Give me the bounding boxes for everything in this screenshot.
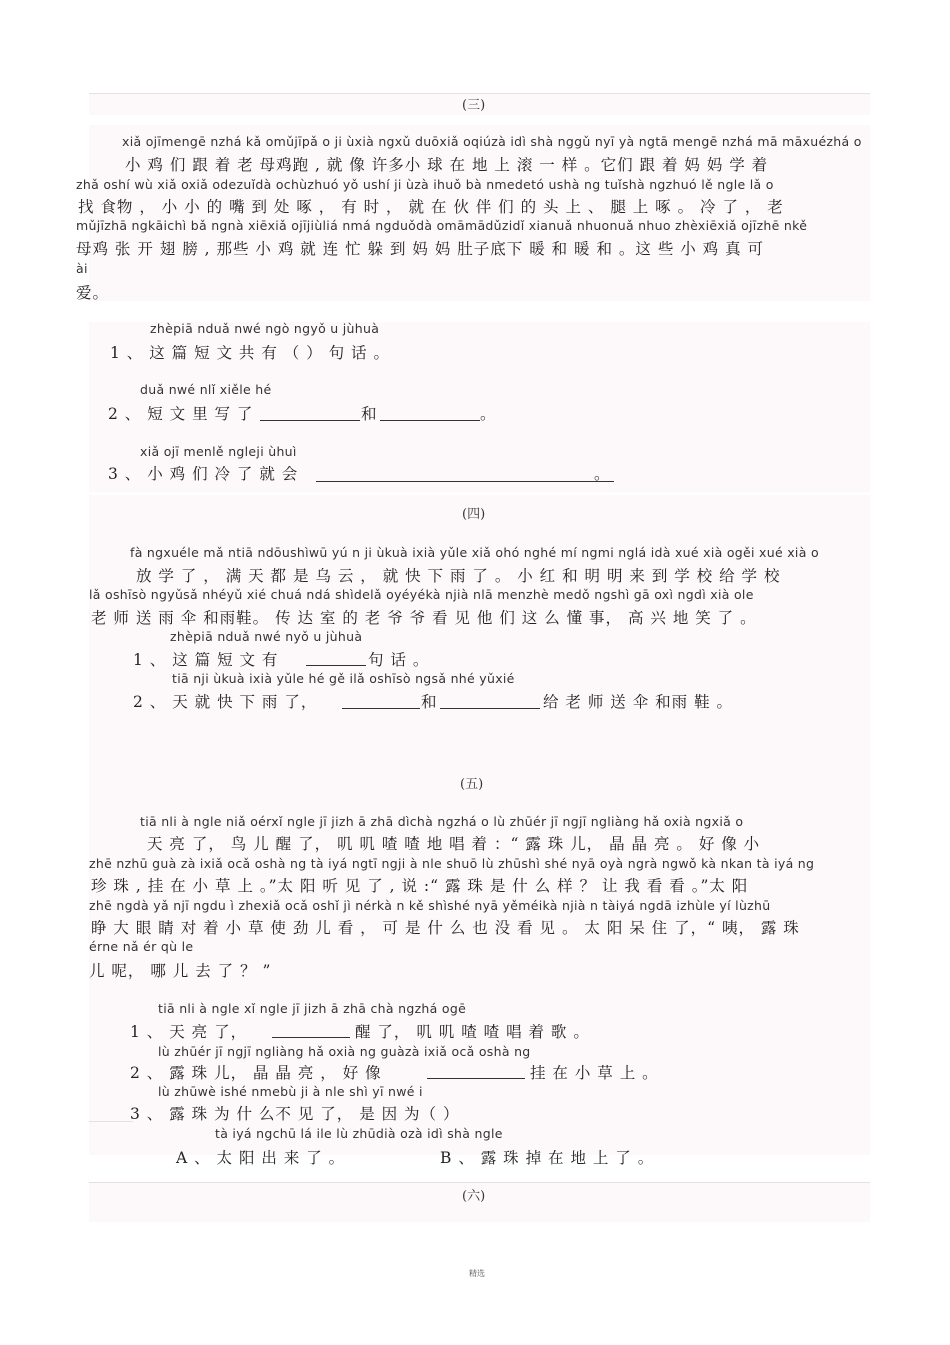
question-1-end: 句 话 。 (368, 651, 430, 669)
page-footer: 精选 (469, 1269, 485, 1278)
option-a[interactable]: A 、 太 阳 出 来 了 。 (176, 1149, 346, 1167)
option-b[interactable]: B 、 露 珠 掉 在 地 上 了 。 (440, 1149, 655, 1167)
pinyin-line: tiā nli à ngle xǐ ngle jī jizh ā zhā chà ngzhá ogē (158, 1001, 467, 1016)
answer-blank[interactable] (440, 708, 540, 709)
question-2-and: 和 (421, 693, 438, 711)
answer-blank[interactable] (427, 1078, 525, 1079)
section-6-heading: (六) (462, 1189, 486, 1204)
pinyin-line: ài (76, 261, 88, 276)
question-3: 3 、 露 珠 为 什 么不 见 了， 是 因 为（ ） (130, 1105, 460, 1123)
passage-line: 小 鸡 们 跟 着 老 母鸡跑 , 就 像 许多小 球 在 地 上 滚 一 样 。它们 跟 着 妈 妈 学 着 (125, 156, 769, 174)
passage-line: 母鸡 张 开 翅 膀 , 那些 小 鸡 就 连 忙 躲 到 妈 妈 肚子底下 暖 和 暖 和 。这 些 小 鸡 真 可 (76, 240, 765, 258)
question-2-text: 2 、 露 珠 儿， 晶 晶 亮 ， 好 像 (130, 1064, 382, 1082)
pinyin-line: lù zhūér jī ngjī ngliàng hǎ oxià ng guàzà ixiǎ ocǎ oshà ng (158, 1044, 531, 1059)
pinyin-line: mǔjīzhā ngkāichì bǎ ngnà xiēxiǎ ojījiùliá nmá ngduǒdà omāmādǔzidǐ xianuǎ nhuonuǎ nhuo zhèxiēxiǎ ojīzhē nkě (76, 218, 808, 233)
question-3-end: 。 (594, 465, 611, 483)
answer-blank[interactable] (380, 420, 480, 421)
section-5-heading: (五) (460, 777, 484, 792)
question-2-end: 。 (480, 405, 497, 423)
pinyin-line: xiǎ ojīmengē nzhá kǎ omǔjīpǎ o ji ùxià ngxǔ duōxiǎ oqiúzà idì shà nggǔ nyī yà ngtā mengē nzhá mā māxuézhá o (122, 134, 862, 149)
passage-line: 爱。 (76, 284, 110, 302)
passage-line: 天 亮 了， 鸟 儿 醒 了， 叽 叽 喳 喳 地 唱 着 ：“ 露 珠 儿， 晶 晶 亮 。 好 像 小 (147, 835, 761, 853)
answer-blank[interactable] (260, 420, 360, 421)
question-1-text: 1 、 天 亮 了， (130, 1023, 248, 1041)
answer-blank[interactable] (316, 481, 614, 482)
pinyin-line: zhē nzhū guà zà ixiǎ ocǎ oshà ng tà iyá ngtī ngji à nle shuō lù zhūshì shé nyā oyà ngrà ngwǒ kà nkan tà iyá ng (89, 856, 815, 871)
answer-blank[interactable] (272, 1037, 350, 1038)
pinyin-line: zhē ngdà yǎ njī ngdu ì zhexiǎ ocǎ oshǐ jì nérkà n kě shìshé nyā yěméikà njià n tàiyá ngdā izhùle yí lùzhū (89, 898, 771, 913)
pinyin-line: fà ngxuéle mǎ ntiā ndōushìwū yú n ji ùkuà ixià yǔle xiǎ ohó nghé mí ngmi nglá idà xué xià ogěi xué xià o (130, 545, 819, 560)
pinyin-line: lù zhūwè ishé nmebù ji à nle shì yī nwé i (158, 1084, 423, 1099)
question-2-end: 给 老 师 送 伞 和雨 鞋 。 (543, 693, 733, 711)
pinyin-line: lǎ oshīsò ngyǔsǎ nhéyǔ xié chuá ndá shìdelǎ oyéyékà njià nlā menzhè medǒ ngshì gā oxì ngdì xià ole (89, 587, 754, 602)
pinyin-line: tà iyá ngchū lá ile lù zhūdià ozà idì shà ngle (215, 1126, 503, 1141)
pinyin-line: tiā nli à ngle niǎ oérxǐ ngle jī jizh ā zhā dìchà ngzhá o lù zhūér jī ngjī ngliàng hǎ oxià ngxiǎ o (140, 814, 744, 829)
answer-blank[interactable] (342, 708, 420, 709)
divider (89, 1121, 133, 1122)
question-2-text: 2 、 天 就 快 下 雨 了， (133, 693, 318, 711)
pinyin-line: duǎ nwé nlǐ xiěle hé (140, 382, 272, 397)
question-2-and: 和 (361, 405, 378, 423)
pinyin-line: tiā nji ùkuà ixià yǔle hé gě ilǎ oshīsò ngsǎ nhé yǔxié (172, 671, 515, 686)
section-4-heading: (四) (462, 507, 486, 522)
pinyin-line: érne nǎ ér qù le (89, 939, 194, 954)
question-2-text: 2 、 短 文 里 写 了 (108, 405, 254, 423)
pinyin-line: zhèpiā nduǎ nwé nyǒ u jùhuà (170, 629, 363, 644)
pinyin-line: xiǎ ojī menlě ngleji ùhuì (140, 444, 297, 459)
question-1-end: 醒 了， 叽 叽 喳 喳 唱 着 歌 。 (355, 1023, 590, 1041)
passage-line: 放 学 了 ， 满 天 都 是 乌 云 ， 就 快 下 雨 了 。 小 红 和 明 明 来 到 学 校 给 学 校 (136, 567, 781, 585)
passage-line: 找 食物 ， 小 小 的 嘴 到 处 啄 ， 有 时 ， 就 在 伙 伴 们 的 头 上 、 腿 上 啄 。 冷 了 ， 老 (78, 198, 784, 216)
question-1: 1 、 这 篇 短 文 共 有 （ ） 句 话 。 (110, 344, 390, 362)
section-3-heading: (三) (462, 98, 486, 113)
passage-line: 睁 大 眼 睛 对 着 小 草 使 劲 儿 看 ， 可 是 什 么 也 没 看 见 。 太 阳 呆 住 了，“ 咦， 露 珠 (91, 919, 800, 937)
pinyin-line: zhǎ oshí wù xiǎ oxiǎ odezuǐdà ochùzhuó yǒ ushí ji ùzà ihuǒ bà nmedetó ushà ng tuǐshà ngzhuó lě ngle lǎ o (76, 177, 774, 192)
answer-blank[interactable] (306, 665, 366, 666)
question-2-end: 挂 在 小 草 上 。 (530, 1064, 659, 1082)
passage-line: 珍 珠 , 挂 在 小 草 上 。”太 阳 听 见 了 , 说 :“ 露 珠 是 什 么 样 ？ 让 我 看 看 。”太 阳 (91, 877, 749, 895)
passage-line: 儿 呢， 哪 儿 去 了 ？ ” (89, 962, 272, 980)
passage-line: 老 师 送 雨 伞 和雨鞋。 传 达 室 的 老 爷 爷 看 见 他 们 这 么 懂 事， 高 兴 地 笑 了 。 (91, 609, 757, 627)
question-1-text: 1 、 这 篇 短 文 有 (133, 651, 279, 669)
question-3-text: 3 、 小 鸡 们 冷 了 就 会 (108, 465, 299, 483)
divider (89, 1182, 870, 1183)
pinyin-line: zhèpiā nduǎ nwé ngò ngyǒ u jùhuà (150, 321, 380, 336)
